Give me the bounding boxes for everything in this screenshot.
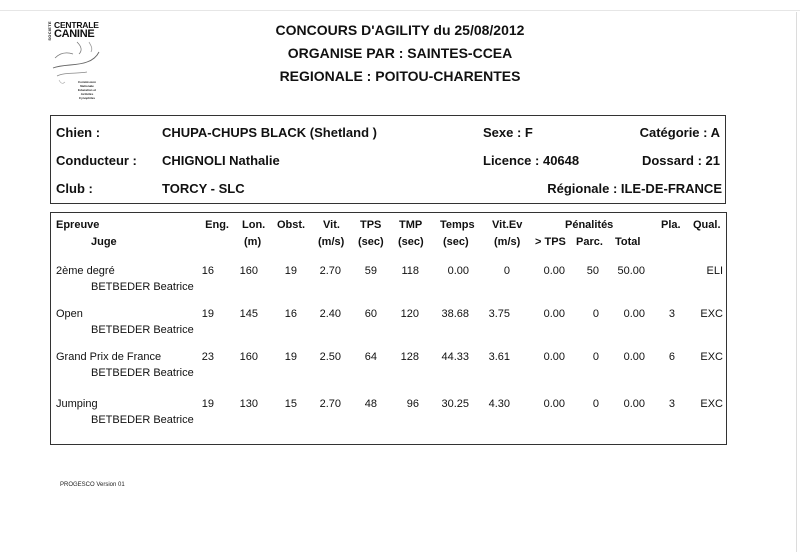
cell-pla: 3 — [668, 398, 675, 410]
cell-qual: EXC — [700, 398, 723, 410]
scc-logo — [47, 18, 107, 110]
cell-lon: 145 — [239, 308, 258, 320]
cell-obst: 16 — [284, 308, 297, 320]
col-header-vit: Vit. — [323, 219, 340, 231]
categorie: Catégorie : A — [639, 125, 720, 140]
cell-obst: 19 — [284, 351, 297, 363]
col-header-tps-unit: (sec) — [358, 236, 384, 248]
cell-vitev: 0 — [503, 265, 510, 277]
chien-value: CHUPA-CHUPS BLACK (Shetland ) — [162, 125, 377, 140]
sexe: Sexe : F — [483, 125, 533, 140]
cell-temps: 44.33 — [441, 351, 469, 363]
logo-commission-line: Activités — [80, 92, 94, 96]
cell-tmp: 120 — [400, 308, 419, 320]
scan-edge-line — [0, 10, 800, 11]
cell-vitev: 3.61 — [488, 351, 510, 363]
cell-pen-tps: 0.00 — [543, 265, 565, 277]
col-header-vitev-unit: (m/s) — [494, 236, 521, 248]
cell-pen-parc: 0 — [592, 308, 599, 320]
cell-epreuve: Jumping — [56, 398, 98, 410]
regionale-organizer: REGIONALE : POITOU-CHARENTES — [279, 68, 521, 84]
cell-pen-total: 0.00 — [623, 308, 645, 320]
cell-tps: 59 — [364, 265, 377, 277]
col-header-tmp-unit: (sec) — [398, 236, 424, 248]
dog-silhouette-icon — [47, 40, 107, 85]
dossard: Dossard : 21 — [641, 153, 720, 168]
cell-tmp: 96 — [406, 398, 419, 410]
logo-commission-line: Cynophiles — [78, 96, 96, 100]
cell-epreuve: Grand Prix de France — [56, 351, 162, 363]
scan-edge-line — [796, 12, 797, 552]
cell-juge: BETBEDER Beatrice — [91, 281, 194, 293]
cell-lon: 130 — [239, 398, 258, 410]
club-label: Club : — [56, 181, 93, 196]
cell-obst: 19 — [284, 265, 297, 277]
cell-vit: 2.70 — [319, 398, 341, 410]
results-table — [50, 212, 727, 445]
cell-temps: 30.25 — [441, 398, 469, 410]
cell-pen-parc: 0 — [592, 398, 599, 410]
conducteur-label: Conducteur : — [56, 153, 137, 168]
cell-tmp: 118 — [401, 265, 419, 277]
cell-pen-parc: 0 — [592, 351, 599, 363]
cell-temps: 0.00 — [447, 265, 469, 277]
cell-qual: EXC — [700, 351, 723, 363]
cell-eng: 19 — [201, 308, 214, 320]
software-version: PROGESCO Version 01 — [60, 482, 125, 488]
col-header-penalites: Pénalités — [565, 219, 614, 231]
col-header-lon: Lon. — [242, 219, 266, 231]
col-header-pen-total: Total — [615, 236, 641, 248]
licence: Licence : 40648 — [483, 153, 580, 168]
contest-title: CONCOURS D'AGILITY du 25/08/2012 — [275, 22, 525, 38]
col-header-eng: Eng. — [205, 219, 229, 231]
cell-qual: EXC — [700, 308, 723, 320]
cell-lon: 160 — [239, 265, 258, 277]
cell-pen-total: 0.00 — [623, 398, 645, 410]
logo-commission-line: Education et — [77, 88, 96, 92]
col-header-pla: Pla. — [661, 219, 681, 231]
logo-centrale: CENTRALE — [54, 20, 99, 30]
cell-pen-tps: 0.00 — [543, 308, 565, 320]
col-header-qual: Qual. — [693, 219, 721, 231]
logo-commission-text — [73, 80, 101, 100]
cell-lon: 160 — [239, 351, 258, 363]
col-header-tmp: TMP — [399, 219, 423, 231]
cell-pen-tps: 0.00 — [543, 351, 565, 363]
cell-eng: 16 — [201, 265, 214, 277]
cell-pen-total: 0.00 — [623, 351, 645, 363]
col-header-vit-unit: (m/s) — [318, 236, 345, 248]
cell-tps: 48 — [364, 398, 377, 410]
cell-tps: 64 — [364, 351, 377, 363]
cell-juge: BETBEDER Beatrice — [91, 324, 194, 336]
cell-juge: BETBEDER Beatrice — [91, 367, 194, 379]
cell-vitev: 3.75 — [488, 308, 510, 320]
cell-epreuve: 2ème degré — [56, 265, 115, 277]
col-header-vitev: Vit.Ev — [492, 219, 523, 231]
cell-tps: 60 — [364, 308, 377, 320]
col-header-epreuve: Epreuve — [56, 219, 100, 231]
logo-commission-line: Commission — [77, 80, 96, 84]
conducteur-value: CHIGNOLI Nathalie — [162, 153, 280, 168]
chien-label: Chien : — [56, 125, 101, 140]
col-header-temps: Temps — [440, 219, 475, 231]
col-header-pen-tps: > TPS — [535, 236, 566, 248]
col-header-temps-unit: (sec) — [443, 236, 469, 248]
cell-vit: 2.40 — [319, 308, 341, 320]
cell-epreuve: Open — [56, 308, 83, 320]
cell-pen-total: 50.00 — [617, 265, 645, 277]
regionale-dog: Régionale : ILE-DE-FRANCE — [547, 181, 722, 196]
logo-canine: CANINE — [54, 28, 95, 40]
cell-vit: 2.70 — [319, 265, 341, 277]
dog-info-box — [50, 115, 726, 204]
organizer: ORGANISE PAR : SAINTES-CCEA — [287, 45, 513, 61]
cell-tmp: 128 — [400, 351, 419, 363]
cell-vitev: 4.30 — [488, 398, 510, 410]
cell-pen-tps: 0.00 — [543, 398, 565, 410]
cell-eng: 23 — [201, 351, 214, 363]
cell-eng: 19 — [201, 398, 214, 410]
logo-societe: SOCIETE — [47, 21, 52, 41]
document-header — [200, 19, 600, 88]
club-value: TORCY - SLC — [162, 181, 245, 196]
cell-pla: 3 — [668, 308, 675, 320]
col-header-tps: TPS — [360, 219, 382, 231]
cell-pen-parc: 50 — [586, 265, 599, 277]
cell-obst: 15 — [284, 398, 297, 410]
cell-pla: 6 — [668, 351, 675, 363]
cell-vit: 2.50 — [319, 351, 341, 363]
col-header-lon-unit: (m) — [244, 236, 262, 248]
logo-commission-line: Nationale — [80, 84, 94, 88]
col-header-obst: Obst. — [277, 219, 306, 231]
cell-qual: ELI — [706, 265, 723, 277]
cell-juge: BETBEDER Beatrice — [91, 414, 194, 426]
col-header-pen-parc: Parc. — [576, 236, 603, 248]
cell-temps: 38.68 — [441, 308, 469, 320]
col-header-juge: Juge — [91, 236, 117, 248]
